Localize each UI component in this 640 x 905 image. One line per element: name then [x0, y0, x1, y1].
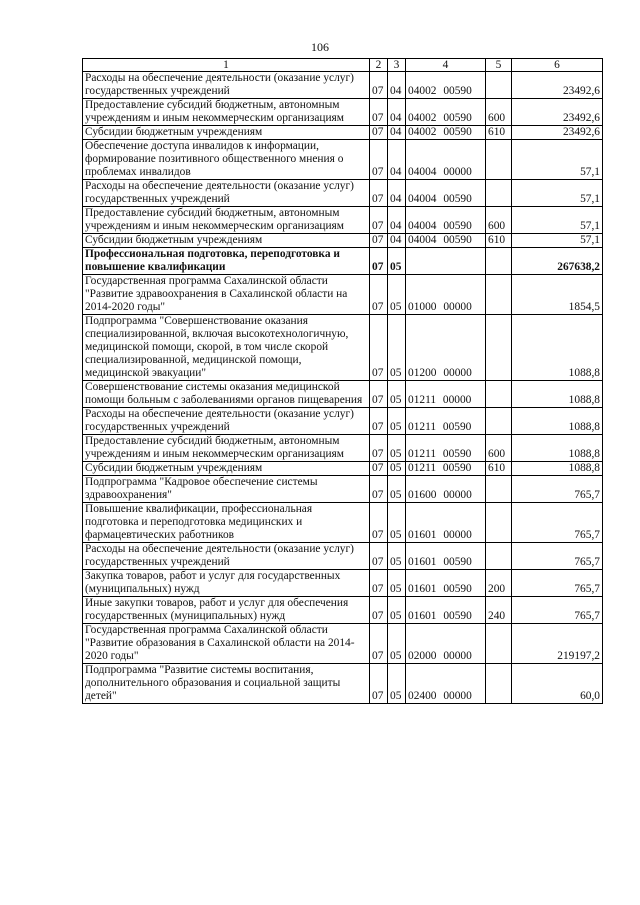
- cell-name: Расходы на обеспечение деятельности (оказание услуг) государственных учреждений: [83, 408, 370, 435]
- cell-amount: 765,7: [512, 570, 603, 597]
- cell-section: 07: [370, 315, 388, 381]
- cell-section: 07: [370, 248, 388, 275]
- table-row: [83, 126, 603, 140]
- table-row: [83, 664, 603, 704]
- cell-section: 07: [370, 503, 388, 543]
- header-cell-type: 5: [486, 59, 512, 72]
- cell-subsection: 05: [388, 664, 406, 704]
- cell-section: 07: [370, 72, 388, 99]
- table-row: [83, 315, 603, 381]
- cell-type: 610: [486, 234, 512, 248]
- cell-type: [486, 275, 512, 315]
- cell-name: Расходы на обеспечение деятельности (оказание услуг) государственных учреждений: [83, 543, 370, 570]
- cell-amount: 57,1: [512, 207, 603, 234]
- table-row: [83, 503, 603, 543]
- cell-subsection: 05: [388, 381, 406, 408]
- cell-target: 02000 00000: [406, 624, 486, 664]
- cell-type: [486, 543, 512, 570]
- cell-section: 07: [370, 570, 388, 597]
- cell-target: 04004 00590: [406, 180, 486, 207]
- cell-amount: 1088,8: [512, 408, 603, 435]
- cell-target: 02400 00000: [406, 664, 486, 704]
- cell-target: 04004 00590: [406, 207, 486, 234]
- page-number: 106: [311, 40, 329, 54]
- cell-amount: 23492,6: [512, 72, 603, 99]
- cell-target: [406, 248, 486, 275]
- cell-target: 01601 00590: [406, 597, 486, 624]
- cell-name: Обеспечение доступа инвалидов к информации, формирование позитивного общественного мнения о проблемах инвалидов: [83, 140, 370, 180]
- cell-amount: 1854,5: [512, 275, 603, 315]
- cell-section: 07: [370, 462, 388, 476]
- cell-type: 200: [486, 570, 512, 597]
- cell-name: Профессиональная подготовка, переподготовка и повышение квалификации: [83, 248, 370, 275]
- header-cell-section: 2: [370, 59, 388, 72]
- table-row: [83, 543, 603, 570]
- cell-section: 07: [370, 126, 388, 140]
- cell-section: 07: [370, 543, 388, 570]
- cell-subsection: 05: [388, 597, 406, 624]
- cell-amount: 23492,6: [512, 99, 603, 126]
- cell-type: [486, 248, 512, 275]
- table-row: [83, 462, 603, 476]
- cell-section: 07: [370, 476, 388, 503]
- cell-section: 07: [370, 180, 388, 207]
- table-row: [83, 275, 603, 315]
- table-row: [83, 207, 603, 234]
- cell-amount: 765,7: [512, 503, 603, 543]
- cell-amount: 1088,8: [512, 381, 603, 408]
- cell-subsection: 05: [388, 435, 406, 462]
- cell-name: Повышение квалификации, профессиональная подготовка и переподготовка медицинских и фармацевтических работников: [83, 503, 370, 543]
- table-row: [83, 624, 603, 664]
- header-cell-target: 4: [406, 59, 486, 72]
- cell-target: 04004 00590: [406, 234, 486, 248]
- cell-subsection: 05: [388, 476, 406, 503]
- cell-section: 07: [370, 624, 388, 664]
- budget-table: [82, 58, 603, 704]
- table-row: [83, 72, 603, 99]
- table-row: [83, 476, 603, 503]
- cell-amount: 1088,8: [512, 462, 603, 476]
- cell-type: [486, 624, 512, 664]
- cell-type: [486, 664, 512, 704]
- table-row: [83, 381, 603, 408]
- cell-subsection: 05: [388, 248, 406, 275]
- cell-subsection: 04: [388, 140, 406, 180]
- cell-name: Субсидии бюджетным учреждениям: [83, 462, 370, 476]
- cell-target: 01601 00590: [406, 570, 486, 597]
- cell-target: 01211 00000: [406, 381, 486, 408]
- cell-amount: 1088,8: [512, 315, 603, 381]
- table-row: [83, 435, 603, 462]
- cell-subsection: 05: [388, 275, 406, 315]
- table-row: [83, 408, 603, 435]
- header-cell-amount: 6: [512, 59, 603, 72]
- header-row: [83, 59, 603, 72]
- cell-subsection: 05: [388, 624, 406, 664]
- table-row: [83, 99, 603, 126]
- cell-subsection: 04: [388, 126, 406, 140]
- cell-type: 610: [486, 462, 512, 476]
- cell-name: Предоставление субсидий бюджетным, автономным учреждениям и иным некоммерческим организациям: [83, 99, 370, 126]
- cell-section: 07: [370, 275, 388, 315]
- cell-name: Расходы на обеспечение деятельности (оказание услуг) государственных учреждений: [83, 180, 370, 207]
- cell-name: Расходы на обеспечение деятельности (оказание услуг) государственных учреждений: [83, 72, 370, 99]
- cell-subsection: 04: [388, 99, 406, 126]
- cell-subsection: 04: [388, 180, 406, 207]
- cell-type: 600: [486, 99, 512, 126]
- cell-section: 07: [370, 435, 388, 462]
- cell-type: [486, 381, 512, 408]
- table-row: [83, 140, 603, 180]
- cell-name: Государственная программа Сахалинской области "Развитие образования в Сахалинской области на 2014-2020 годы": [83, 624, 370, 664]
- cell-type: [486, 140, 512, 180]
- cell-amount: 23492,6: [512, 126, 603, 140]
- cell-target: 04002 00590: [406, 99, 486, 126]
- cell-target: 01200 00000: [406, 315, 486, 381]
- cell-subsection: 05: [388, 315, 406, 381]
- cell-subsection: 05: [388, 543, 406, 570]
- cell-type: 240: [486, 597, 512, 624]
- table-row: [83, 597, 603, 624]
- cell-target: 01000 00000: [406, 275, 486, 315]
- cell-amount: 57,1: [512, 234, 603, 248]
- cell-name: Субсидии бюджетным учреждениям: [83, 126, 370, 140]
- cell-type: [486, 72, 512, 99]
- cell-name: Предоставление субсидий бюджетным, автономным учреждениям и иным некоммерческим организациям: [83, 207, 370, 234]
- cell-amount: 765,7: [512, 597, 603, 624]
- cell-type: [486, 315, 512, 381]
- cell-type: [486, 503, 512, 543]
- cell-section: 07: [370, 207, 388, 234]
- cell-name: Закупка товаров, работ и услуг для государственных (муниципальных) нужд: [83, 570, 370, 597]
- cell-section: 07: [370, 140, 388, 180]
- cell-target: 01211 00590: [406, 462, 486, 476]
- cell-type: 600: [486, 207, 512, 234]
- cell-section: 07: [370, 664, 388, 704]
- cell-type: [486, 408, 512, 435]
- cell-name: Субсидии бюджетным учреждениям: [83, 234, 370, 248]
- cell-name: Подпрограмма "Развитие системы воспитания, дополнительного образования и социальной защиты детей": [83, 664, 370, 704]
- header-cell-name: 1: [83, 59, 370, 72]
- cell-section: 07: [370, 234, 388, 248]
- cell-amount: 765,7: [512, 476, 603, 503]
- header-cell-subsection: 3: [388, 59, 406, 72]
- cell-target: 04002 00590: [406, 126, 486, 140]
- cell-subsection: 04: [388, 207, 406, 234]
- cell-section: 07: [370, 408, 388, 435]
- cell-type: [486, 476, 512, 503]
- cell-target: 01601 00000: [406, 503, 486, 543]
- cell-section: 07: [370, 597, 388, 624]
- cell-amount: 57,1: [512, 140, 603, 180]
- cell-amount: 765,7: [512, 543, 603, 570]
- cell-subsection: 04: [388, 234, 406, 248]
- cell-type: 610: [486, 126, 512, 140]
- cell-type: 600: [486, 435, 512, 462]
- cell-name: Предоставление субсидий бюджетным, автономным учреждениям и иным некоммерческим организациям: [83, 435, 370, 462]
- cell-subsection: 05: [388, 462, 406, 476]
- cell-target: 01600 00000: [406, 476, 486, 503]
- cell-section: 07: [370, 99, 388, 126]
- cell-type: [486, 180, 512, 207]
- cell-target: 04004 00000: [406, 140, 486, 180]
- table-row: [83, 234, 603, 248]
- cell-target: 01211 00590: [406, 408, 486, 435]
- cell-target: 04002 00590: [406, 72, 486, 99]
- table-row: [83, 570, 603, 597]
- cell-amount: 60,0: [512, 664, 603, 704]
- cell-section: 07: [370, 381, 388, 408]
- cell-name: Иные закупки товаров, работ и услуг для обеспечения государственных (муниципальных) нужд: [83, 597, 370, 624]
- cell-amount: 1088,8: [512, 435, 603, 462]
- cell-subsection: 04: [388, 72, 406, 99]
- cell-name: Совершенствование системы оказания медицинской помощи больным с заболеваниями органов пищеварения: [83, 381, 370, 408]
- cell-name: Государственная программа Сахалинской области "Развитие здравоохранения в Сахалинской области на 2014-2020 годы": [83, 275, 370, 315]
- cell-subsection: 05: [388, 503, 406, 543]
- cell-subsection: 05: [388, 570, 406, 597]
- table-row: [83, 180, 603, 207]
- cell-amount: 267638,2: [512, 248, 603, 275]
- cell-target: 01211 00590: [406, 435, 486, 462]
- cell-name: Подпрограмма "Совершенствование оказания специализированной, включая высокотехнологичную, медицинской помощи, скорой, в том числе скорой специализированной, медицинской помощи, медицинской эвакуации": [83, 315, 370, 381]
- cell-target: 01601 00590: [406, 543, 486, 570]
- table-row: [83, 248, 603, 275]
- cell-name: Подпрограмма "Кадровое обеспечение системы здравоохранения": [83, 476, 370, 503]
- cell-amount: 219197,2: [512, 624, 603, 664]
- table-body: [83, 72, 603, 704]
- cell-subsection: 05: [388, 408, 406, 435]
- cell-amount: 57,1: [512, 180, 603, 207]
